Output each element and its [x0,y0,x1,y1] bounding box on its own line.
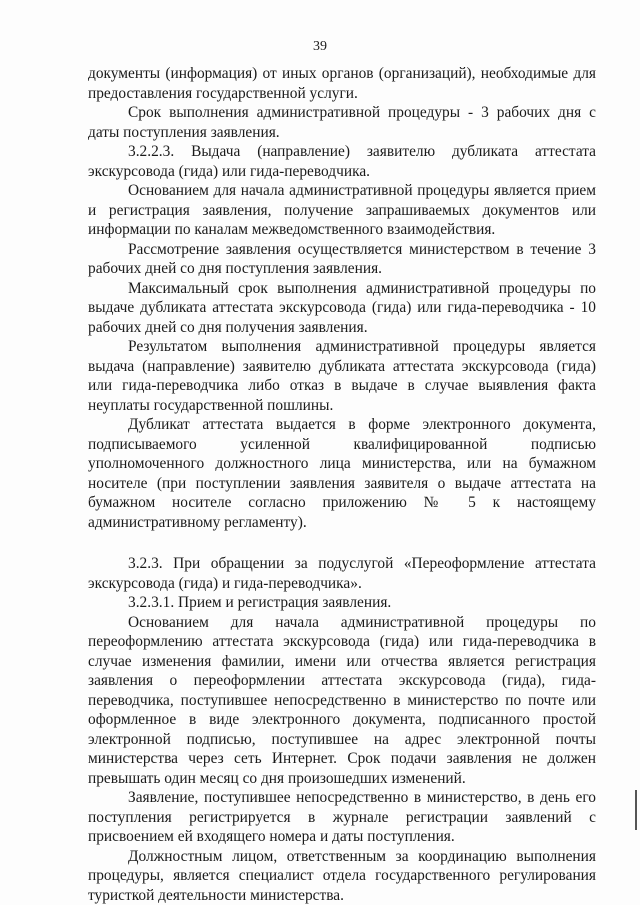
paragraph-max-term: Максимальный срок выполнения административной процедуры по выдаче дубликата аттестата экскурсовода (гида) или гида-переводчика - 10 рабочих дней со дня получения заявления. [88,279,596,336]
page-number: 39 [313,39,327,54]
paragraph-registration: Заявление, поступившее непосредственно в министерство, в день его поступления регистрируется в журнале регистрации заявлений с присвоением ей входящего номера и даты поступления. [88,789,596,845]
paragraph-result: Результатом выполнения административной процедуры является выдача (направление) заявителю дубликата аттестата экскурсовода (гида) или гида-переводчика либо отказ в выдаче в случае выявления факта неуплаты государственной пошлины. [88,338,596,414]
section-3-2-3-heading: 3.2.3. При обращении за подуслугой «Переоформление аттестата экскурсовода (гида) и гида-переводчика». [88,555,596,592]
scan-edge-mark [635,790,637,830]
paragraph-review-term: Рассмотрение заявления осуществляется министерством в течение 3 рабочих дней со дня поступления заявления. [88,240,596,277]
paragraph-duplicate-form: Дубликат аттестата выдается в форме электронного документа, подписываемого усиленной квалифицированной подписью уполномоченного должностного лица министерства, или на бумажном носителе (при поступлении заявления заявителя о выдаче аттестата на бумажном носителе согласно приложению № 5 к настоящему административному регламенту). [88,416,596,531]
paragraph-responsible-official: Должностным лицом, ответственным за координацию выполнения процедуры, является специалист отдела государственного регулирования туристкой деятельности министерства. [88,847,596,904]
paragraph-basis: Основанием для начала административной процедуры является прием и регистрация заявления, получение запрашиваемых документов или информации по каналам межведомственного взаимодействия. [88,182,596,238]
paragraph-reissue-basis: Основанием для начала административной процедуры по переоформлению аттестата экскурсовода (гида) или гида-переводчика в случае изменения фамилии, имени или отчества является регистрация заявления о переоформлении аттестата экскурсовода (гида), гида-переводчика, поступившее непосредственно в министерство по почте или оформленное в виде электронного документа, подписанного простой электронной подписью, поступившее на адрес электронной почты министерства через сеть Интернет. Срок подачи заявления не должен превышать один месяц со дня произошедших изменений. [88,613,596,787]
section-3-2-2-3-heading: 3.2.2.3. Выдача (направление) заявителю дубликата аттестата экскурсовода (гида) или гида-переводчика. [88,143,596,180]
document-body [88,64,596,905]
paragraph-continuation: документы (информация) от иных органов (организаций), необходимые для предоставления государственной услуги. [88,65,596,102]
section-3-2-3-1-heading: 3.2.3.1. Прием и регистрация заявления. [128,594,392,611]
paragraph-procedure-deadline: Срок выполнения административной процедуры - 3 рабочих дня с даты поступления заявления. [88,104,596,141]
